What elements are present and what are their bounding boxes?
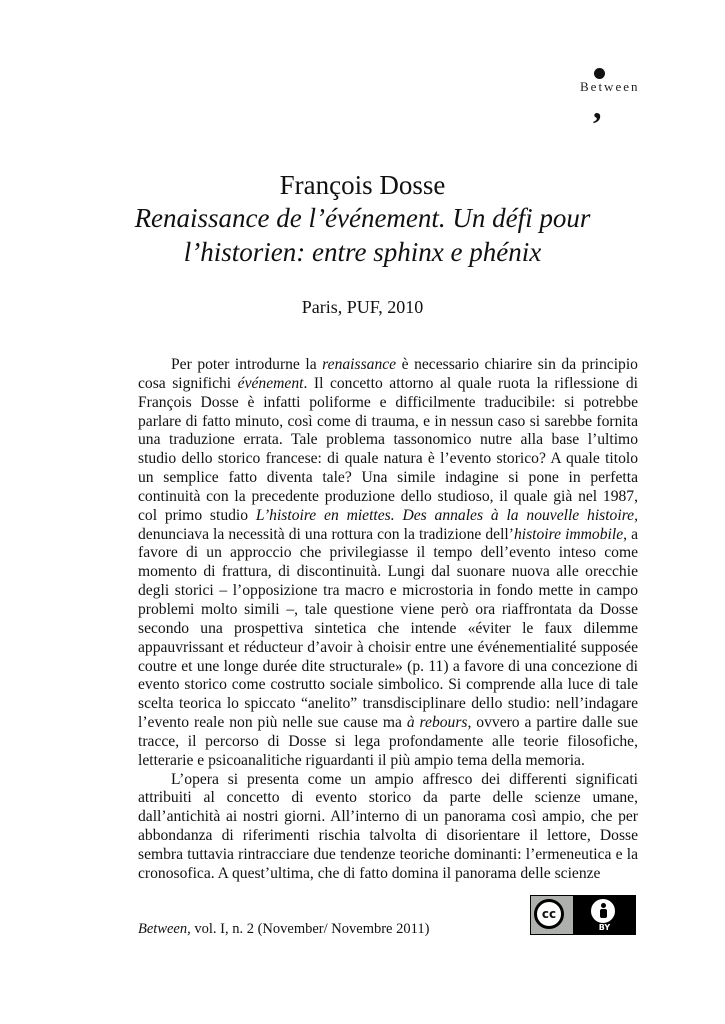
text-run: Per poter introdurne la: [171, 356, 323, 373]
paragraph-2: [138, 771, 638, 884]
cc-by-license-badge[interactable]: [530, 895, 636, 935]
book-title-line-2: l’historien: entre sphinx e phénix: [183, 237, 542, 267]
footer-volume-info: vol. I, n. 2 (November/ Novembre 2011): [190, 921, 430, 937]
logo-text: Between: [580, 79, 640, 94]
italic-text-run: renaissance: [322, 356, 397, 373]
italic-text-run: histoire immobile: [513, 525, 624, 543]
text-run: è necessario chiarire sin da principio cosa significhi: [138, 356, 638, 392]
text-run: L’opera si presenta come un ampio affresco dei differenti significati attribuiti al concetto di evento storico da parte delle scienze umane, dall’antichità ai nostri giorni. All’interno di un panorama così ampio, che per abbondanza di riferimenti rischia talvolta di disorientare il lettore, Dosse sembra tuttavia rintracciare due tendenze teoriche dominanti: l’ermeneutica e la cronosofica. A quest’ultima, che di fatto domina il panorama delle scienze: [138, 770, 638, 882]
by-section: [573, 896, 636, 934]
by-label: BY: [598, 923, 611, 932]
book-title: [0, 201, 725, 269]
italic-text-run: L’histoire en miettes. Des annales à la nouvelle histoire,: [255, 506, 638, 524]
text-run: denunciava la necessità di una rottura con la tradizione dell’: [138, 525, 514, 543]
text-run: . Il concetto attorno al quale ruota la riflessione di François Dosse è infatti poliforme e difficilmente traducibile: si potrebbe parlare di fatto minuto, così come di trauma, e in nessun caso si sarebbe fornita una traduzione errata. Tale problema tassonomico nutre alla base l’ultimo studio dello storico francese: di quale natura è l’evento storico? A quale titolo un semplice fatto diventa tale? Una simile indagine si pone in perfetta continuità con la precedente produzione dello studioso, il quale già nel 1987, col primo studio: [138, 374, 638, 524]
text-run: , ovvero a partire dalle sue tracce, il percorso di Dosse si lega profondamente alle teorie filosofiche, letterarie e psicoanalitiche riguardanti il più ampio tema della memoria.: [138, 714, 638, 769]
author-name: François Dosse: [279, 170, 446, 200]
italic-text-run: événement: [237, 374, 304, 392]
review-body: [138, 356, 638, 884]
footer-journal-name: Between,: [138, 921, 191, 937]
paragraph-1: [138, 356, 638, 771]
book-title-line-1: Renaissance de l’événement. Un défi pour: [134, 203, 591, 233]
journal-logo: [572, 66, 652, 126]
cc-icon: cc: [534, 899, 564, 929]
publication-info: Paris, PUF, 2010: [301, 297, 424, 317]
logo-bullet-icon: [594, 68, 605, 79]
logo-comma-icon: ,: [593, 89, 602, 126]
footer-citation: [138, 921, 429, 938]
italic-text-run: à rebours: [406, 714, 468, 732]
text-run: , a favore di un approccio che privilegiasse il tempo dell’evento inteso come momento di frattura, di discontinuità. Lungi dal suonare nuova alle orecchie degli storici – l’opposizione tra macro e microstoria in fondo mette in campo problemi molto simili –, tale questione viene però ora riaffrontata da Dosse secondo una prospettiva sintetica che intende «éviter le faux dilemme appauvrissant et réducteur d’avoir à choisir entre une événementialité supposée coutre et une longe durée dite structurale» (p. 11) a favore di una concezione di evento storico come costrutto sociale simbolico. Si comprende alla luce di tale scelta teorica lo spiccato “anelito” transdisciplinare dello studio: nell’indagare l’evento reale non più nelle sue cause ma: [138, 525, 639, 732]
attribution-person-icon: [591, 899, 615, 923]
